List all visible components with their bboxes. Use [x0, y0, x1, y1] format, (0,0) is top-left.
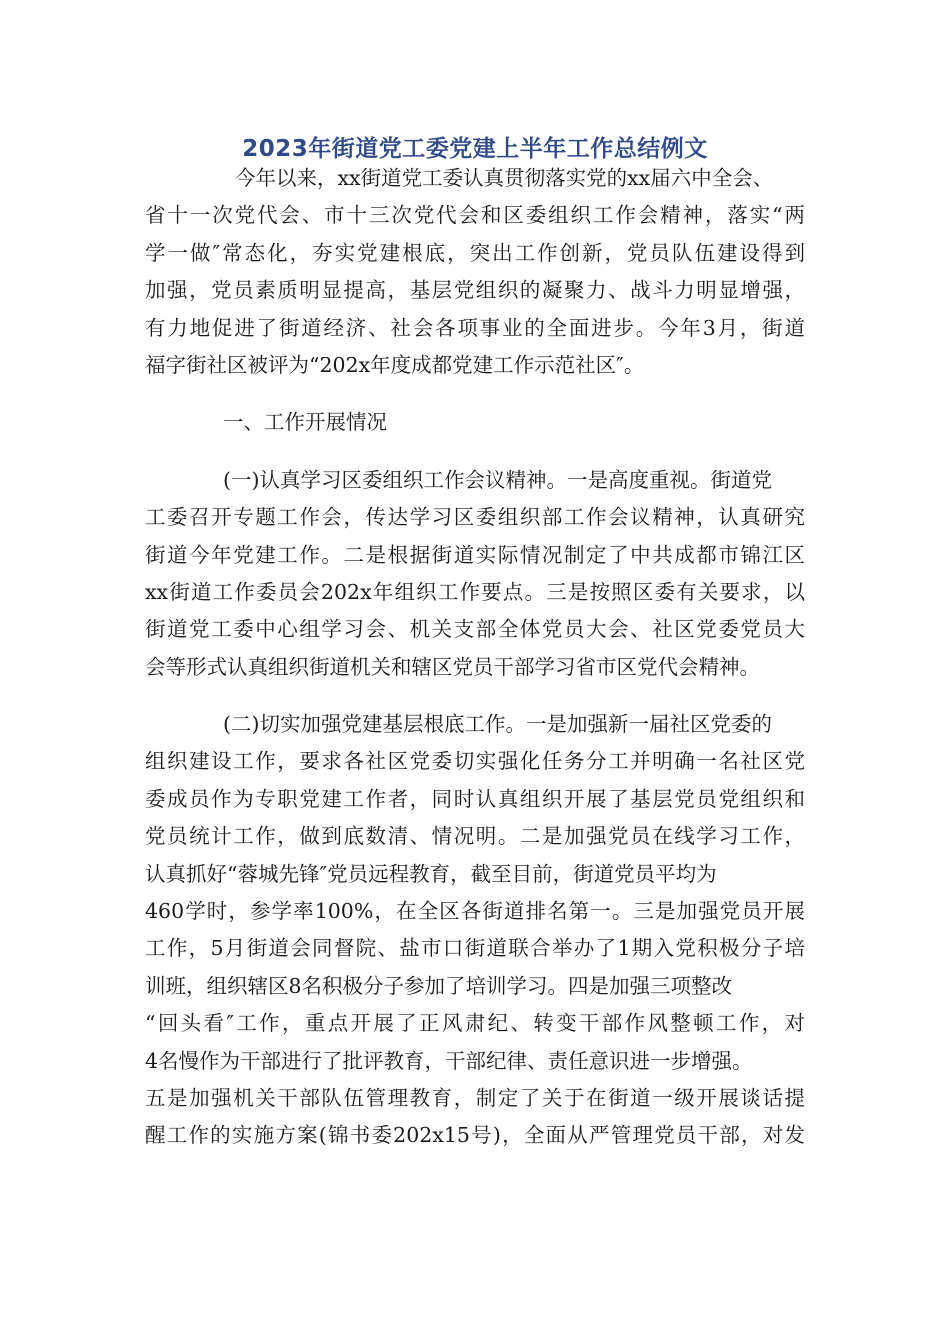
- text-line: 省十一次党代会、市十三次党代会和区委组织工作会精神，落实“两: [145, 203, 805, 228]
- text-line: 有力地促进了街道经济、社会各项事业的全面进步。今年3月，街道: [145, 315, 805, 340]
- text-line: xx街道工作委员会202x年组织工作要点。三是按照区委有关要求，以: [145, 579, 805, 604]
- text-line: 五是加强机关干部队伍管理教育，制定了关于在街道一级开展谈话提: [145, 1085, 805, 1110]
- text-line: 学一做″常态化，夯实党建根底，突出工作创新，党员队伍建设得到: [145, 240, 805, 265]
- text-line: 今年以来，xx街道党工委认真贯彻落实党的xx届六中全会、: [235, 166, 774, 190]
- paragraph-intro: [145, 160, 805, 384]
- heading-text: 一、工作开展情况: [223, 410, 387, 435]
- text-line: 会等形式认真组织街道机关和辖区党员干部学习省市区党代会精神。: [145, 654, 760, 679]
- text-line: 街道党工委中心组学习会、机关支部全体党员大会、社区党委党员大: [145, 617, 805, 642]
- text-line: 工作，5月街道会同督院、盐市口街道联合举办了1期入党积极分子培: [145, 936, 805, 961]
- text-line: 组织建设工作，要求各社区党委切实强化任务分工并明确一名社区党: [145, 749, 805, 774]
- text-line: 4名慢作为干部进行了批评教育，干部纪律、责任意识进一步增强。: [145, 1048, 753, 1073]
- text-line: 委成员作为专职党建工作者，同时认真组织开展了基层党员党组织和: [145, 786, 805, 811]
- text-line: 训班，组织辖区8名积极分子参加了培训学习。四是加强三项整改: [145, 973, 733, 998]
- text-line: 460学时，参学率100%，在全区各街道排名第一。三是加强党员开展: [145, 899, 805, 924]
- text-line: “回头看″工作，重点开展了正风肃纪、转变干部作风整顿工作，对: [145, 1011, 805, 1036]
- text-line: 福字街社区被评为“202x年度成都党建工作示范社区″。: [145, 352, 645, 377]
- document-body: [145, 160, 805, 1155]
- text-line: 认真抓好“蓉城先锋″党员远程教育，截至目前，街道党员平均为: [145, 861, 717, 886]
- text-line: (二)切实加强党建基层根底工作。一是加强新一届社区党委的: [223, 712, 772, 737]
- text-line: 工委召开专题工作会，传达学习区委组织部工作会议精神，认真研究: [145, 505, 805, 530]
- text-line: 醒工作的实施方案(锦书委202x15号)，全面从严管理党员干部，对发: [145, 1123, 805, 1148]
- text-line: 党员统计工作，做到底数清、情况明。二是加强党员在线学习工作，: [145, 824, 805, 849]
- paragraph-gap: [145, 384, 805, 404]
- section-heading: [145, 404, 805, 441]
- text-line: (一)认真学习区委组织工作会议精神。一是高度重视。街道党: [223, 467, 772, 492]
- text-line: 街道今年党建工作。二是根据街道实际情况制定了中共成都市锦江区: [145, 542, 805, 567]
- paragraph-section-1: [145, 462, 805, 686]
- text-line: 加强，党员素质明显提高，基层党组织的凝聚力、战斗力明显增强，: [145, 278, 805, 303]
- document-title: 2023年街道党工委党建上半年工作总结例文: [242, 136, 708, 162]
- paragraph-section-2: [145, 706, 805, 1155]
- paragraph-gap: [145, 442, 805, 462]
- paragraph-gap: [145, 686, 805, 706]
